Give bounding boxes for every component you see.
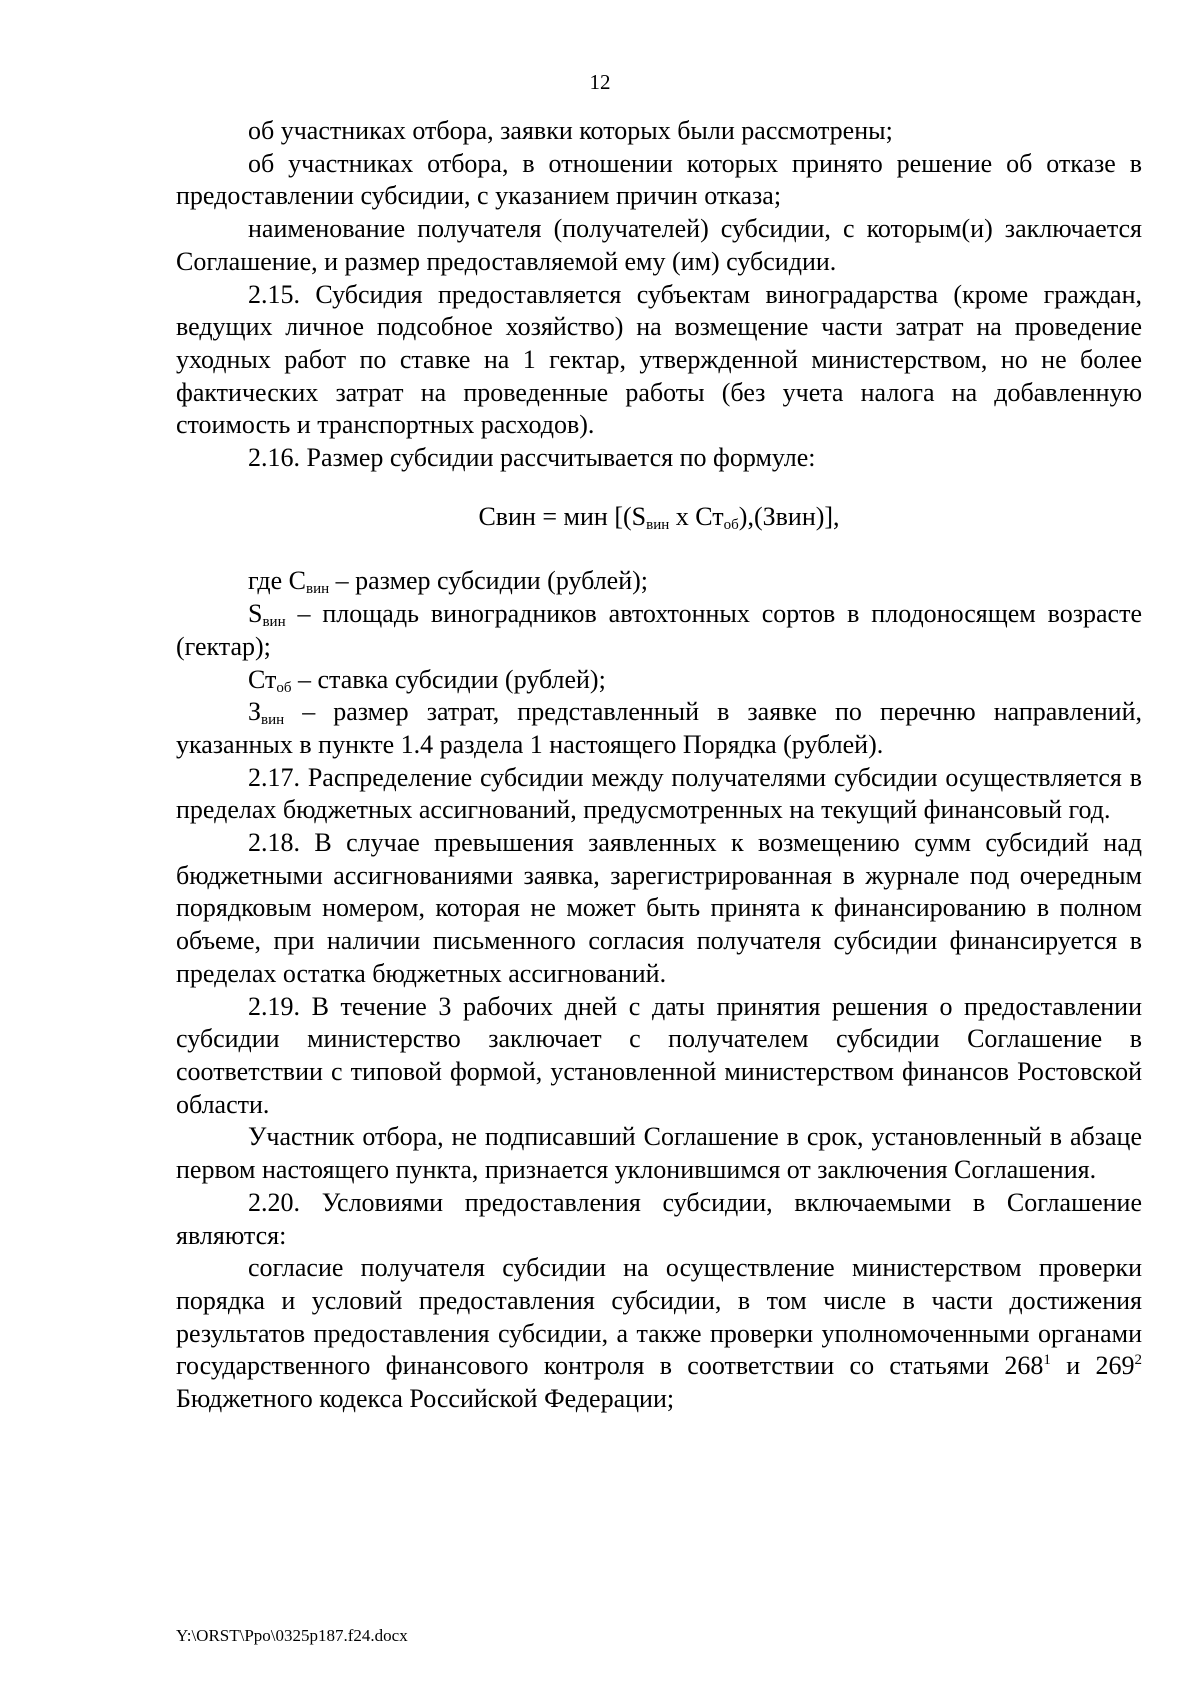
definition-c bbox=[176, 565, 1142, 598]
definition-subscript: вин bbox=[305, 581, 330, 598]
paragraph-2-18: 2.18. В случае превышения заявленных к возмещению сумм субсидий над бюджетными ассигнованиями заявка, зарегистрированная в журнале под очередным порядковым номером, которая не может быть принята к финансированию в полном объеме, при наличии письменного согласия получателя субсидии финансируется в пределах остатка бюджетных ассигнований. bbox=[176, 828, 1142, 988]
formula-c-term: Свин bbox=[478, 501, 536, 531]
paragraph-2-20: 2.20. Условиями предоставления субсидии, включаемыми в Соглашение являются: bbox=[176, 1187, 1142, 1250]
paragraph: об участниках отбора, в отношении которых принято решение об отказе в предоставлении субсидии, с указанием причин отказа; bbox=[176, 148, 1142, 211]
definition-subscript: вин bbox=[262, 614, 286, 631]
paragraph-2-17: 2.17. Распределение субсидии между получателями субсидии осуществляется в пределах бюджетных ассигнований, предусмотренных на текущий финансовый год. bbox=[176, 762, 1142, 825]
formula-s-term: S bbox=[631, 501, 647, 531]
definition-symbol: S bbox=[248, 599, 263, 629]
subsidy-formula bbox=[176, 501, 1142, 534]
definition-subscript: вин bbox=[261, 712, 285, 729]
file-path-footer: Y:\ORST\Ppo\0325p187.f24.docx bbox=[176, 1626, 408, 1645]
paragraph-consent bbox=[176, 1252, 1142, 1416]
formula-times-st: х Ст bbox=[669, 501, 724, 531]
definition-text: – ставка субсидии (рублей); bbox=[291, 664, 606, 694]
definition-subscript: об bbox=[276, 679, 292, 696]
definition-text: – размер затрат, представленный в заявке по перечню направлений, указанных в пункте 1.4 раздела 1 настоящего Порядка (рублей). bbox=[176, 697, 1142, 759]
document-body bbox=[176, 115, 1142, 1416]
paragraph-2-16: 2.16. Размер субсидии рассчитывается по формуле: bbox=[248, 443, 816, 473]
paragraph-2-19: 2.19. В течение 3 рабочих дней с даты принятия решения о предоставлении субсидии министерство заключает с получателем субсидии Соглашение в соответствии с типовой формой, установленной министерством финансов Ростовской области. bbox=[176, 991, 1142, 1119]
definition-symbol: З bbox=[248, 697, 262, 727]
definition-text: – размер субсидии (рублей); bbox=[329, 566, 649, 596]
paragraph-text: и 269 bbox=[1050, 1351, 1135, 1381]
paragraph: об участниках отбора, заявки которых были рассмотрены; bbox=[248, 116, 893, 145]
definition-symbol: где С bbox=[248, 566, 306, 596]
definition-z bbox=[176, 696, 1142, 761]
formula-st-subscript: об bbox=[723, 516, 739, 533]
paragraph-text: Бюджетного кодекса Российской Федерации; bbox=[176, 1384, 675, 1414]
paragraph: Участник отбора, не подписавший Соглашение в срок, установленный в абзаце первом настоящего пункта, признается уклонившимся от заключения Соглашения. bbox=[176, 1122, 1142, 1185]
definition-s bbox=[176, 598, 1142, 663]
formula-min: = мин [( bbox=[535, 501, 632, 531]
paragraph: наименование получателя (получателей) субсидии, с которым(и) заключается Соглашение, и размер предоставляемой ему (им) субсидии. bbox=[176, 214, 1142, 276]
paragraph-text: согласие получателя субсидии на осуществление министерством проверки порядка и условий предоставления субсидии, в том числе в части достижения результатов предоставления субсидии, а также проверки уполномоченными органами государственного финансового контроля в соответствии со статьями 268 bbox=[176, 1253, 1142, 1381]
formula-s-subscript: вин bbox=[646, 516, 670, 533]
page-number: 12 bbox=[589, 70, 611, 94]
superscript: 2 bbox=[1134, 1352, 1142, 1369]
definition-st bbox=[176, 664, 1142, 697]
definition-symbol: Ст bbox=[248, 664, 277, 694]
definition-text: – площадь виноградников автохтонных сортов в плодоносящем возрасте (гектар); bbox=[176, 599, 1142, 661]
formula-z-term: ),(Звин)], bbox=[738, 501, 840, 531]
superscript: 1 bbox=[1043, 1352, 1051, 1369]
paragraph-2-15: 2.15. Субсидия предоставляется субъектам виноградарства (кроме граждан, ведущих личное подсобное хозяйство) на возмещение части затрат на проведение уходных работ по ставке на 1 гектар, утвержденной министерством, но не более фактических затрат на проведенные работы (без учета налога на добавленную стоимость и транспортных расходов). bbox=[176, 279, 1142, 440]
